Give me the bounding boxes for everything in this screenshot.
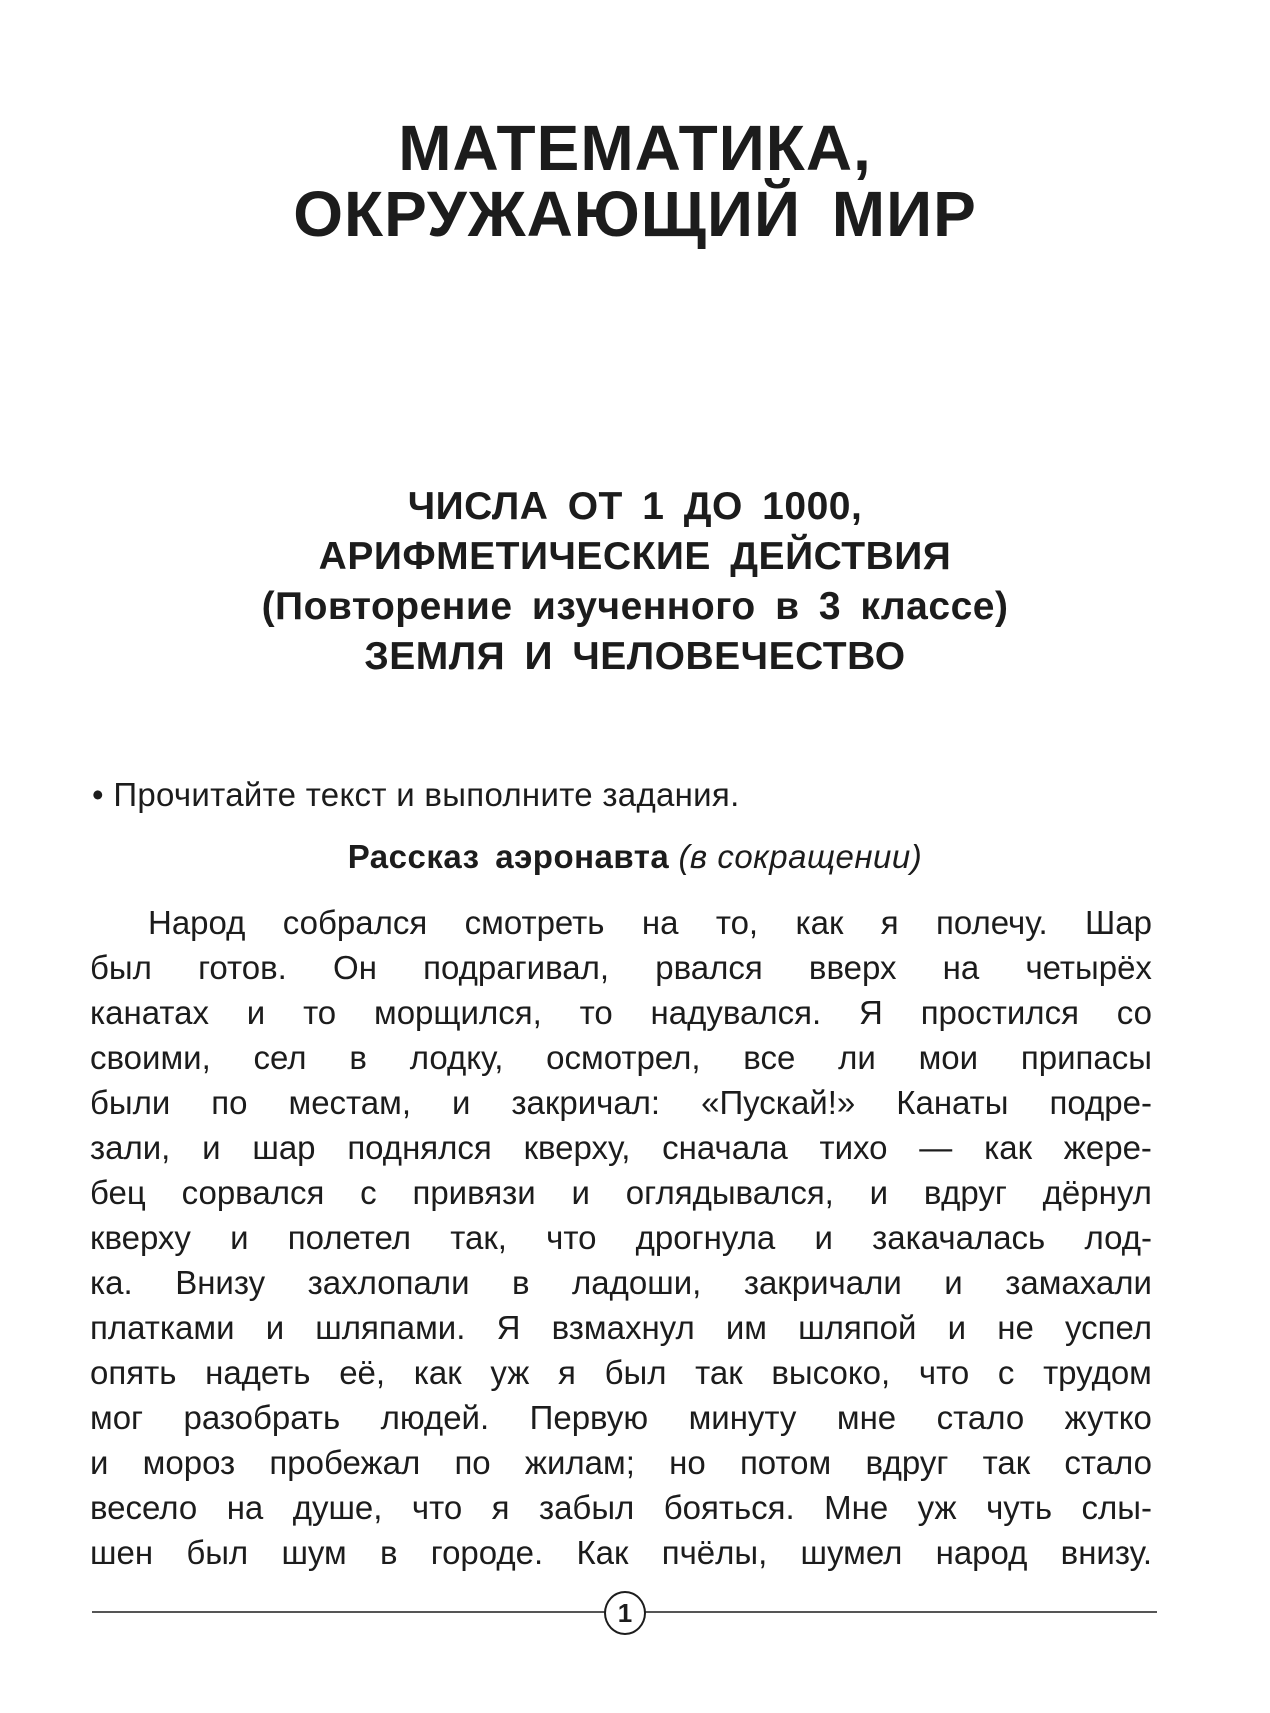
word: как [413,1354,462,1391]
story-text [90,900,1152,1575]
word: все [743,1039,796,1076]
word: замахали [1005,1264,1152,1301]
word: с [997,1354,1015,1391]
word: бояться. [663,1489,795,1526]
word: — [919,1129,953,1166]
word: зали, [90,1129,171,1166]
word: Внизу [175,1264,266,1301]
story-note: (в сокращении) [678,838,923,875]
word: в [349,1039,367,1076]
word: уж [917,1489,957,1526]
word: морщился, [374,994,542,1031]
word: Я [496,1309,521,1346]
word: тихо [819,1129,888,1166]
section-title [0,482,1270,682]
story-line [90,1395,1152,1440]
word: смотреть [464,904,605,941]
word: местам, [288,1084,412,1121]
word: жилам; [524,1444,635,1481]
word: на [942,949,980,986]
section-title-line: ЧИСЛА ОТ 1 ДО 1000, [407,485,863,528]
word: были [90,1084,171,1121]
word: припасы [1020,1039,1152,1076]
word: разобрать [183,1399,341,1436]
word: шен [90,1534,154,1571]
word: вдруг [923,1174,1007,1211]
word: как [795,904,844,941]
word: подрагивал, [423,949,610,986]
word: забыл [538,1489,635,1526]
word: так [695,1354,743,1391]
word: и [571,1174,590,1211]
word: сел [253,1039,307,1076]
word: лодку, [409,1039,504,1076]
word: Канаты [896,1084,1009,1121]
chapter-title-line: ОКРУЖАЮЩИЙ МИР [293,178,977,250]
word: в [379,1534,398,1571]
story-line [90,1080,1152,1125]
word: пробежал [269,1444,421,1481]
word: дрогнула [635,1219,776,1256]
word: им [725,1309,767,1346]
word: опять [90,1354,177,1391]
word: что [918,1354,970,1391]
word: вверх [808,949,897,986]
word: канатах [90,994,209,1031]
word: так, [450,1219,507,1256]
word: осмотрел, [546,1039,701,1076]
word: чуть [986,1489,1053,1526]
word: оглядывался, [625,1174,834,1211]
word: кверху, [523,1129,631,1166]
word: людей. [380,1399,490,1436]
section-title-line: АРИФМЕТИЧЕСКИЕ ДЕЙСТВИЯ [318,535,952,578]
section-title-line: ЗЕМЛЯ И ЧЕЛОВЕЧЕСТВО [364,635,906,678]
word: своими, [90,1039,211,1076]
word: жутко [1064,1399,1152,1436]
word: уж [490,1354,530,1391]
story-heading [0,835,1270,879]
word: Он [333,949,377,986]
word: и [230,1219,249,1256]
word: шляпой [798,1309,917,1346]
word: шар [252,1129,316,1166]
story-line [90,945,1152,990]
chapter-title-line: МАТЕМАТИКА, [398,112,872,184]
word: народ [935,1534,1028,1571]
word: собрался [282,904,428,941]
word: весело [90,1489,198,1526]
word: слы- [1081,1489,1152,1526]
word: вдруг [865,1444,949,1481]
word: ладоши, [572,1264,702,1301]
word: как [984,1129,1033,1166]
word: надувался. [650,994,822,1031]
story-line [90,1170,1152,1215]
word: рвался [655,949,763,986]
story-line [90,990,1152,1035]
word: взмахнул [551,1309,695,1346]
word: Первую [529,1399,649,1436]
word: бец [90,1174,146,1211]
story-line [90,1125,1152,1170]
word: то [579,994,613,1031]
word: сначала [662,1129,788,1166]
word: был [90,949,152,986]
word: шум [281,1534,347,1571]
word: и [814,1219,833,1256]
word: на [226,1489,264,1526]
word: высоко, [771,1354,891,1391]
word: Я [859,994,883,1031]
word: лод- [1084,1219,1152,1256]
word: Мне [824,1489,889,1526]
word: и [869,1174,889,1211]
word: мои [918,1039,979,1076]
word: закричали [743,1264,902,1301]
story-line [90,1305,1152,1350]
word: мог [90,1399,144,1436]
word: надеть [205,1354,311,1391]
word: готов. [198,949,287,986]
word: на [641,904,679,941]
chapter-title [0,112,1270,250]
word: стало [936,1399,1025,1436]
word: четырёх [1025,949,1152,986]
page-number: 1 [604,1591,646,1635]
story-line [90,1215,1152,1260]
word: жере- [1063,1129,1152,1166]
word: внизу. [1060,1534,1152,1571]
word: и [246,994,266,1031]
word: что [411,1489,463,1526]
word: Как [576,1534,629,1571]
story-line [90,1440,1152,1485]
word: подре- [1049,1084,1152,1121]
word: дёрнул [1042,1174,1152,1211]
word: то, [715,904,759,941]
word: в [512,1264,530,1301]
word: и [202,1129,221,1166]
word: по [211,1084,248,1121]
word: я [558,1354,576,1391]
word: что [546,1219,597,1256]
word: не [997,1309,1034,1346]
word: Народ [148,904,246,941]
word: полечу. [936,904,1048,941]
word: но [669,1444,706,1481]
word: захлопали [307,1264,470,1301]
story-line [90,900,1152,945]
word: минуту [688,1399,797,1436]
story-line [90,1350,1152,1395]
word: её, [339,1354,386,1391]
word: ка. [90,1264,133,1301]
word: я [491,1489,510,1526]
word: шумел [800,1534,903,1571]
word: успел [1064,1309,1152,1346]
word: был [604,1354,667,1391]
word: простился [920,994,1079,1031]
word: трудом [1043,1354,1152,1391]
word: «Пускай!» [701,1084,856,1121]
word: городе. [430,1534,544,1571]
instruction: • Прочитайте текст и выполните задания. [92,776,740,813]
word: пчёлы, [661,1534,768,1571]
story-title: Рассказ аэронавта [347,838,670,875]
word: и [265,1309,285,1346]
word: привязи [412,1174,536,1211]
word: платками [90,1309,235,1346]
word: душе, [292,1489,383,1526]
word: и [944,1264,963,1301]
story-line [90,1485,1152,1530]
word: кверху [90,1219,191,1256]
story-line [90,1035,1152,1080]
word: по [454,1444,491,1481]
word: потом [739,1444,832,1481]
word: и [90,1444,109,1481]
story-line [90,1260,1152,1305]
word: и [947,1309,967,1346]
word: Шар [1085,904,1152,941]
word: был [186,1534,249,1571]
word: мороз [142,1444,236,1481]
word: стало [1064,1444,1152,1481]
word: мне [836,1399,897,1436]
word: шляпами. [315,1309,466,1346]
word: то [303,994,337,1031]
word: закачалась [872,1219,1046,1256]
word: закричал: [511,1084,661,1121]
section-title-line: (Повторение изученного в 3 классе) [261,585,1009,628]
word: поднялся [347,1129,492,1166]
word: ли [838,1039,876,1076]
word: и [452,1084,471,1121]
story-line [90,1530,1152,1575]
word: я [880,904,899,941]
word: со [1116,994,1152,1031]
word: с [360,1174,377,1211]
word: полетел [287,1219,412,1256]
word: так [982,1444,1031,1481]
word: сорвался [181,1174,325,1211]
